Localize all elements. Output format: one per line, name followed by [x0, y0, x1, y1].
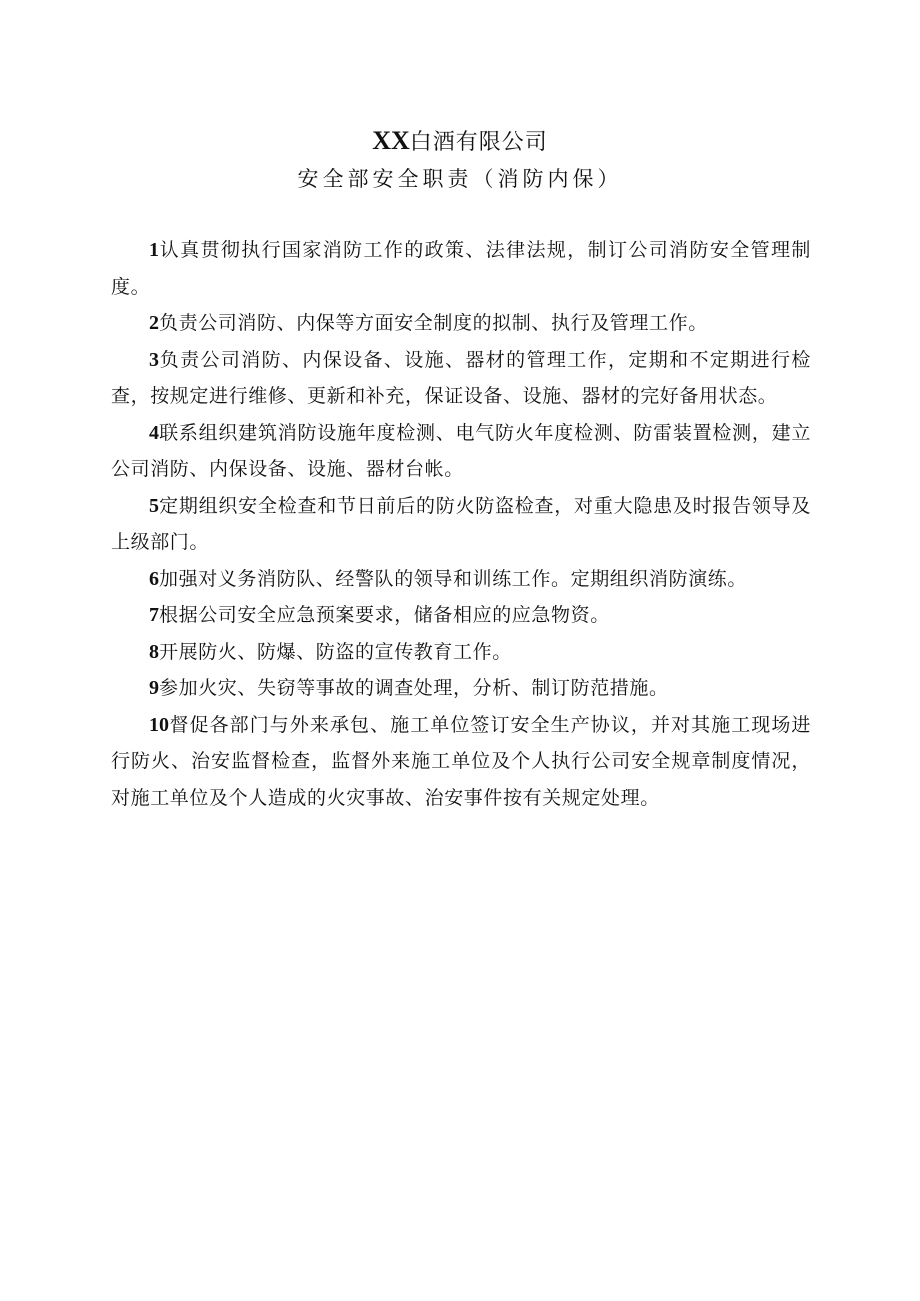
duty-list: [111, 232, 811, 816]
duty-number: 1: [149, 239, 159, 261]
duty-number: 6: [149, 567, 159, 590]
title-main: 白酒有限公司: [409, 130, 548, 155]
duty-text: 联系组织建筑消防设施年度检测、电气防火年度检测、防雷装置检测，建立公司消防、内保设备、设施、器材台帐。: [111, 421, 811, 480]
duty-item-9: [111, 670, 811, 707]
duty-item-8: [111, 634, 811, 671]
duty-item-4: [111, 415, 811, 488]
duty-text: 认真贯彻执行国家消防工作的政策、法律法规，制订公司消防安全管理制度。: [111, 239, 811, 298]
duty-text: 督促各部门与外来承包、施工单位签订安全生产协议，并对其施工现场进行防火、治安监督检查，监督外来施工单位及个人执行公司安全规章制度情况，对施工单位及个人造成的火灾事故、治安事件按有关规定处理。: [111, 713, 811, 809]
duty-item-6: [111, 561, 811, 598]
duty-item-1: [111, 232, 811, 305]
duty-text: 加强对义务消防队、经警队的领导和训练工作。定期组织消防演练。: [159, 567, 748, 590]
document-subtitle: 安全部安全职责（消防内保）: [297, 167, 623, 191]
duty-item-2: [111, 305, 811, 342]
duty-text: 参加火灾、失窃等事故的调查处理，分析、制订防范措施。: [159, 677, 669, 699]
duty-number: 9: [149, 677, 159, 699]
duty-number: 10: [149, 713, 169, 736]
duty-text: 开展防火、防爆、防盗的宣传教育工作。: [159, 640, 512, 663]
document-title: [0, 123, 920, 161]
duty-item-7: [111, 597, 811, 634]
duty-text: 负责公司消防、内保等方面安全制度的拟制、执行及管理工作。: [159, 312, 708, 334]
duty-item-5: [111, 488, 811, 561]
duty-item-3: [111, 342, 811, 415]
duty-text: 定期组织安全检查和节日前后的防火防盗检查，对重大隐患及时报告领导及上级部门。: [111, 494, 811, 553]
duty-text: 根据公司安全应急预案要求，储备相应的应急物资。: [159, 604, 610, 626]
duty-text: 负责公司消防、内保设备、设施、器材的管理工作，定期和不定期进行检查，按规定进行维修、更新和补充，保证设备、设施、器材的完好备用状态。: [111, 348, 811, 407]
duty-number: 4: [149, 421, 159, 444]
duty-number: 5: [149, 494, 159, 517]
duty-item-10: [111, 707, 811, 817]
duty-number: 8: [149, 640, 159, 663]
title-block: [0, 123, 920, 197]
title-prefix: XX: [372, 126, 410, 155]
duty-number: 2: [149, 312, 159, 334]
duty-number: 3: [149, 348, 159, 371]
duty-number: 7: [149, 604, 159, 626]
